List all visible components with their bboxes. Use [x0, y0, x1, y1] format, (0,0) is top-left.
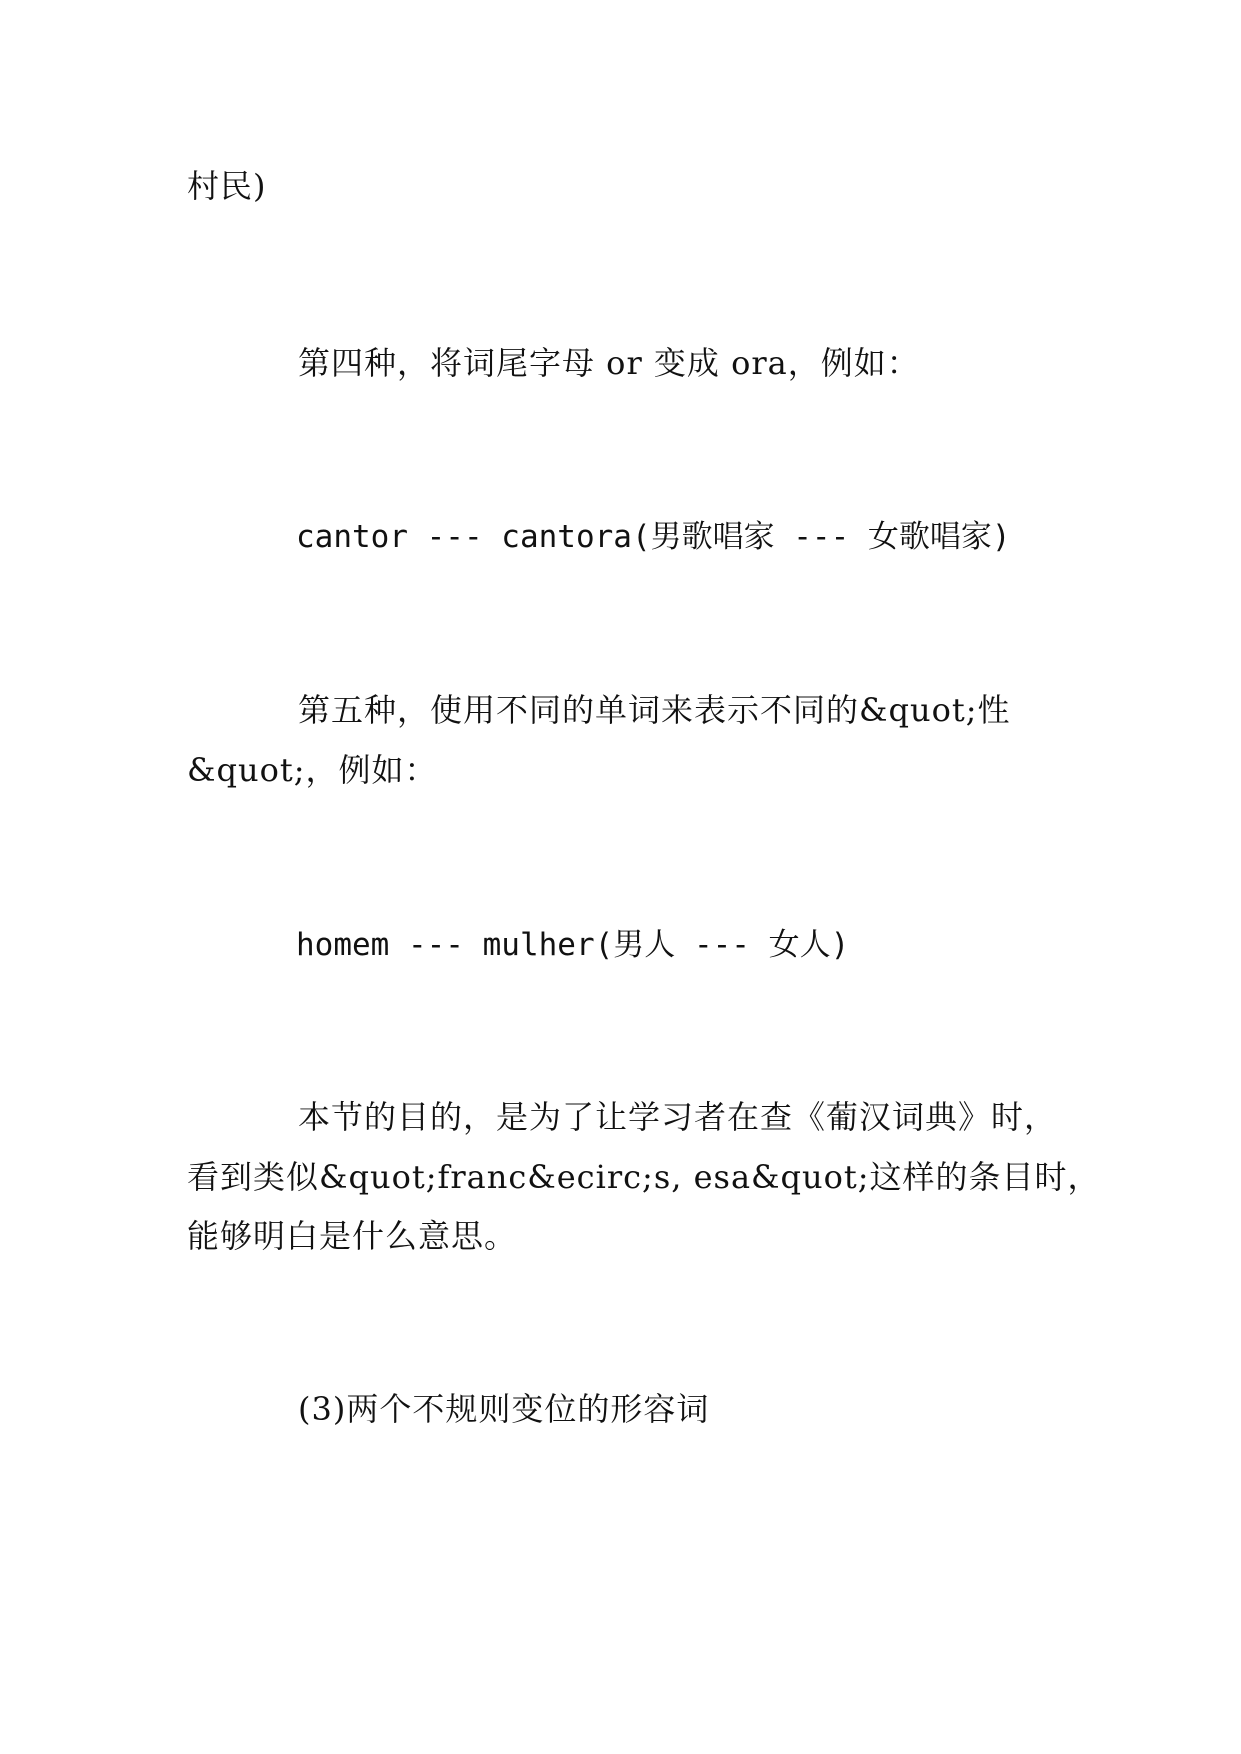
- text-line-example-homem: homem --- mulher(男人 --- 女人): [296, 927, 850, 963]
- section-heading: (3)两个不规则变位的形容词: [298, 1390, 710, 1428]
- text-line-rule-four: 第四种，将词尾字母 or 变成 ora，例如：: [298, 344, 920, 382]
- text-line-continuation: 村民): [187, 167, 267, 205]
- text-line-rule-five-continued: &quot;，例如：: [187, 751, 438, 789]
- text-line-purpose-continued: 看到类似&quot;franc&ecirc;s, esa&quot;这样的条目时，: [187, 1158, 1101, 1196]
- text-line-rule-five: 第五种，使用不同的单词来表示不同的&quot;性: [298, 691, 1011, 729]
- text-line-example-cantor: cantor --- cantora(男歌唱家 --- 女歌唱家): [296, 519, 1011, 555]
- text-line-purpose: 本节的目的，是为了让学习者在查《葡汉词典》时，: [298, 1098, 1058, 1136]
- text-line-purpose-end: 能够明白是什么意思。: [187, 1217, 518, 1255]
